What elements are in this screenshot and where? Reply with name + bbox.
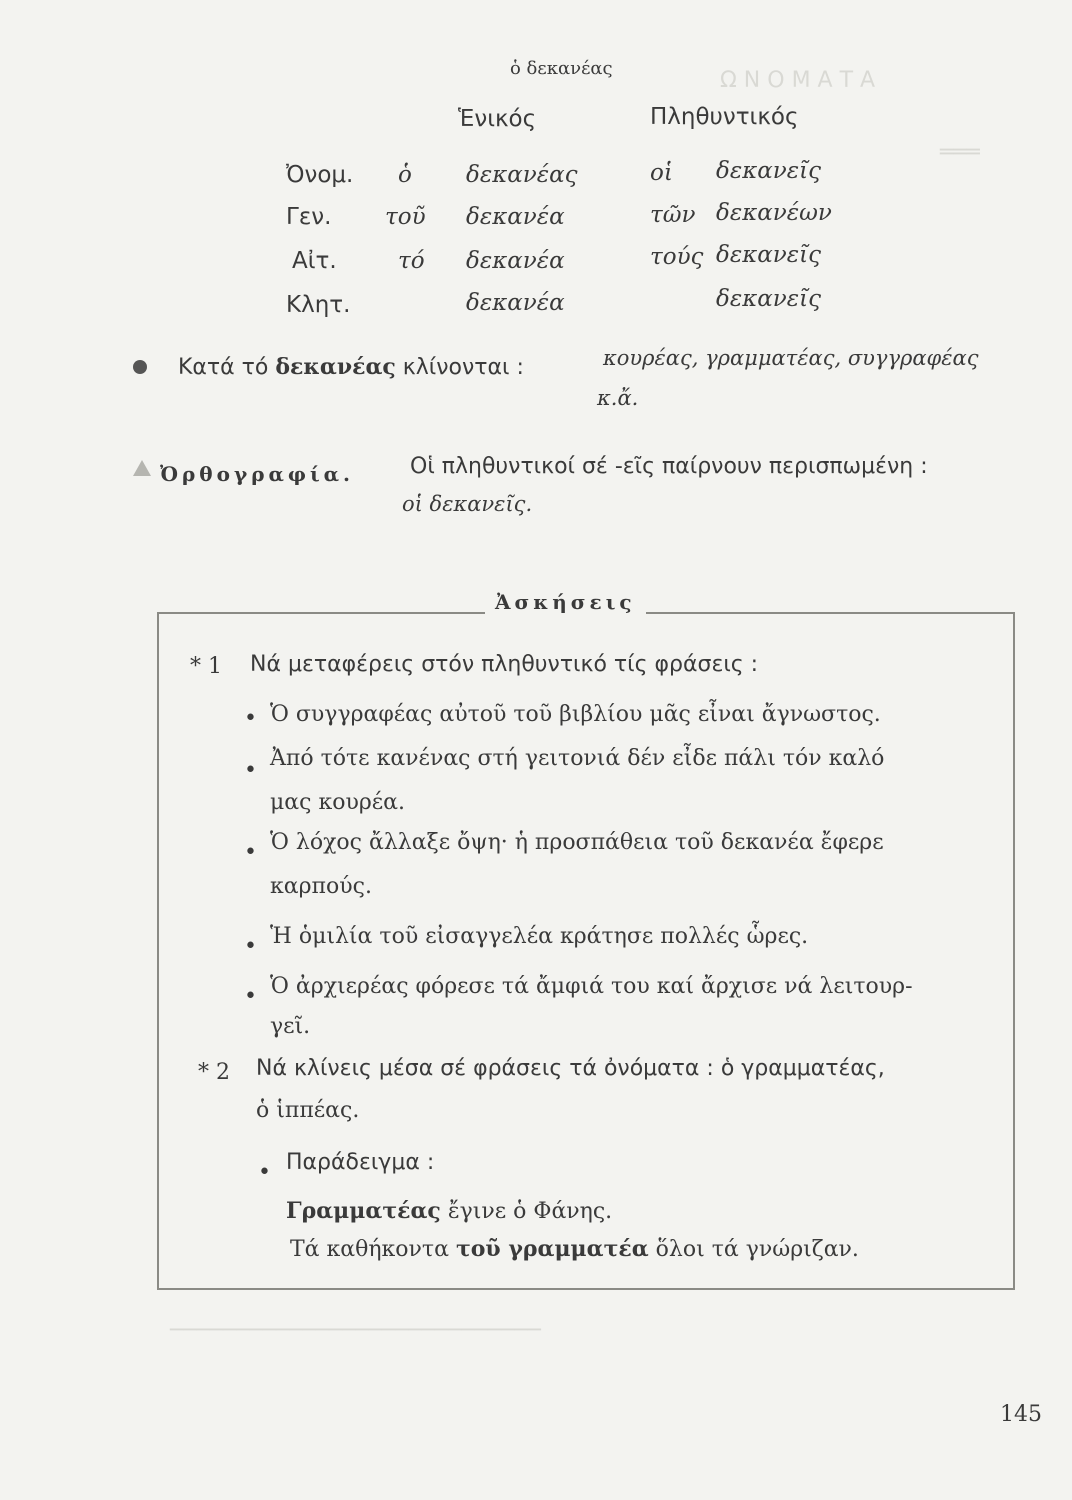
exercise-item-continuation: γεῖ. bbox=[270, 1014, 311, 1039]
bleed-through-text: ──────────────────────────── bbox=[170, 1318, 541, 1343]
article-plural: τῶν bbox=[650, 202, 696, 228]
header-singular: Ἑνικός bbox=[458, 106, 537, 132]
bleed-through-text: Ω Ν Ο Μ Α Τ Α bbox=[720, 68, 876, 93]
orthography-text: Οἱ πληθυντικοί σέ -εῖς παίρνουν περισπωμένη : bbox=[410, 454, 928, 479]
exercise-item: Ὁ συγγραφέας αὐτοῦ τοῦ βιβλίου μᾶς εἶναι ἄγνωστος. bbox=[270, 702, 881, 727]
noun-singular: δεκανέα bbox=[466, 204, 565, 230]
exercises-heading: Ἀσκήσεις bbox=[485, 590, 646, 614]
noun-plural: δεκανέων bbox=[716, 200, 832, 226]
bullet-icon bbox=[133, 360, 147, 374]
noun-plural: δεκανεῖς bbox=[716, 242, 822, 268]
page-number: 145 bbox=[1000, 1402, 1042, 1427]
example-label: Παράδειγμα : bbox=[286, 1150, 435, 1175]
note-examples-end: κ.ἄ. bbox=[597, 386, 639, 410]
example-text: Τά καθήκοντα bbox=[290, 1237, 456, 1262]
exercise-instruction-continuation: ὁ ἱππέας. bbox=[256, 1098, 360, 1123]
noun-singular: δεκανέας bbox=[466, 162, 578, 188]
note-prefix: Κατά τό bbox=[178, 355, 276, 380]
noun-singular: δεκανέα bbox=[466, 290, 565, 316]
example-bold-word: Γραμματέας bbox=[286, 1198, 441, 1224]
article-singular: ὁ bbox=[398, 162, 412, 188]
example-line-1 bbox=[286, 1198, 612, 1224]
item-bullet: • bbox=[244, 984, 257, 1009]
note-bold-word: δεκανέας bbox=[275, 354, 396, 380]
note-suffix: κλίνονται : bbox=[395, 355, 524, 380]
case-label: Γεν. bbox=[286, 204, 332, 230]
case-label: Ὀνομ. bbox=[286, 162, 354, 188]
note-line bbox=[178, 354, 524, 380]
item-bullet: • bbox=[258, 1160, 271, 1185]
exercise-instruction: Νά κλίνεις μέσα σέ φράσεις τά ὀνόματα : ὁ γραμματέας, bbox=[256, 1056, 885, 1081]
noun-plural: δεκανεῖς bbox=[716, 286, 822, 312]
exercise-item-continuation: καρπούς. bbox=[270, 874, 372, 899]
example-text: ὅλοι τά γνώριζαν. bbox=[648, 1237, 859, 1262]
header-plural: Πληθυντικός bbox=[650, 104, 799, 130]
note-examples: κουρέας, γραμματέας, συγγραφέας bbox=[603, 346, 979, 370]
page-title: ὁ δεκανέας bbox=[510, 58, 613, 79]
example-text: ἔγινε ὁ Φάνης. bbox=[440, 1199, 613, 1224]
noun-singular: δεκανέα bbox=[466, 248, 565, 274]
exercise-item: Ὁ ἀρχιερέας φόρεσε τά ἄμφιά του καί ἄρχισε νά λειτουρ- bbox=[270, 974, 913, 999]
bleed-through-text: ═══ bbox=[940, 140, 980, 165]
article-plural: οἱ bbox=[650, 160, 673, 186]
exercise-item: Ἡ ὁμιλία τοῦ εἰσαγγελέα κράτησε πολλές ὧρες. bbox=[270, 924, 809, 949]
exercise-item: Ἀπό τότε κανένας στή γειτονιά δέν εἶδε πάλι τόν καλό bbox=[270, 746, 885, 771]
exercise-marker: * 1 bbox=[190, 654, 222, 679]
article-singular: τοῦ bbox=[385, 204, 426, 230]
exercise-item: Ὁ λόχος ἄλλαξε ὄψη· ἡ προσπάθεια τοῦ δεκανέα ἔφερε bbox=[270, 830, 884, 855]
item-bullet: • bbox=[244, 758, 257, 783]
article-plural: τούς bbox=[650, 244, 704, 270]
example-bold-phrase: τοῦ γραμματέα bbox=[455, 1236, 649, 1262]
exercise-instruction: Νά μεταφέρεις στόν πληθυντικό τίς φράσεις : bbox=[250, 652, 759, 677]
case-label: Κλητ. bbox=[286, 292, 351, 318]
exercise-item-continuation: μας κουρέα. bbox=[270, 790, 406, 815]
item-bullet: • bbox=[244, 706, 257, 731]
item-bullet: • bbox=[244, 934, 257, 959]
article-singular: τό bbox=[398, 248, 425, 274]
case-label: Αἰτ. bbox=[292, 248, 337, 274]
item-bullet: • bbox=[244, 840, 257, 865]
orthography-example: οἱ δεκανεῖς. bbox=[402, 492, 533, 516]
triangle-icon bbox=[133, 460, 151, 476]
exercise-marker: * 2 bbox=[198, 1060, 230, 1085]
orthography-label: Ὀρθογραφία. bbox=[160, 462, 355, 486]
noun-plural: δεκανεῖς bbox=[716, 158, 822, 184]
example-line-2 bbox=[290, 1236, 859, 1262]
